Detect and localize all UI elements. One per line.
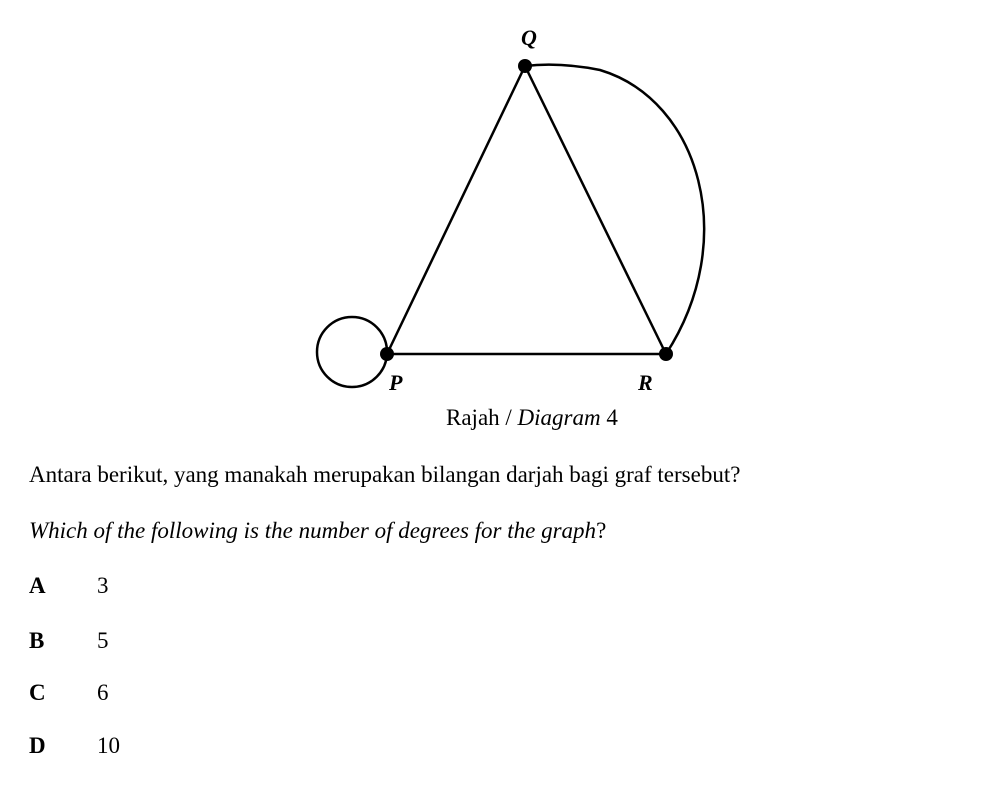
option-letter: A: [29, 573, 46, 598]
loop-p: [317, 317, 387, 387]
edge-qr: [525, 66, 666, 354]
label-p: P: [389, 370, 403, 395]
edge-pq: [387, 66, 525, 354]
caption-english: Diagram: [517, 405, 601, 430]
option-a[interactable]: [29, 573, 109, 599]
caption-number: 4: [600, 405, 618, 430]
option-value: 5: [97, 628, 109, 653]
option-b[interactable]: [29, 628, 109, 654]
option-letter: B: [29, 628, 45, 653]
option-value: 3: [97, 573, 109, 598]
option-c[interactable]: [29, 680, 109, 706]
vertex-p: [380, 347, 394, 361]
question-malay: Antara berikut, yang manakah merupakan bilangan darjah bagi graf tersebut?: [29, 462, 741, 487]
option-d[interactable]: [29, 733, 120, 759]
vertex-r: [659, 347, 673, 361]
caption-malay: Rajah /: [446, 405, 518, 430]
vertex-q: [518, 59, 532, 73]
option-value: 6: [97, 680, 109, 705]
option-letter: C: [29, 680, 46, 705]
diagram-caption: [446, 405, 618, 431]
edge-qr-arc: [525, 65, 704, 354]
question-english: [29, 518, 606, 544]
option-letter: D: [29, 733, 46, 758]
question-mark: ?: [596, 518, 607, 543]
option-value: 10: [97, 733, 120, 758]
question-english-text: Which of the following is the number of degrees for the graph: [29, 518, 597, 543]
label-r: R: [638, 370, 653, 395]
label-q: Q: [521, 25, 537, 50]
